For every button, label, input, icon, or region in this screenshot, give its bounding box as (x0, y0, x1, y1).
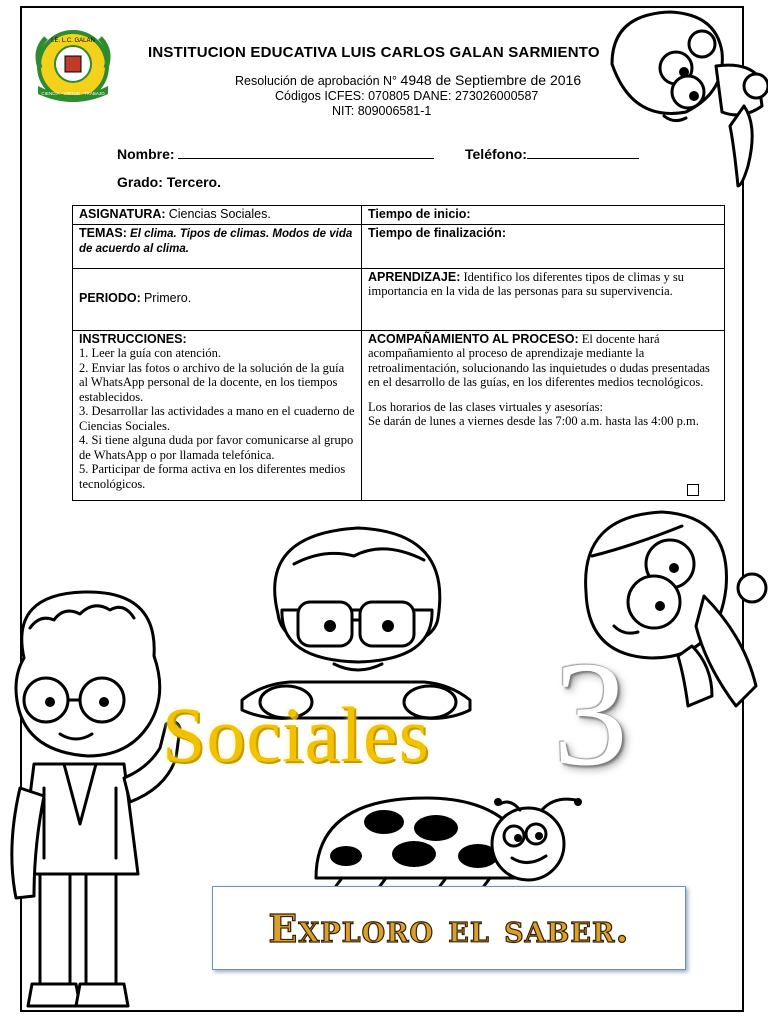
start-time-cell (362, 206, 725, 225)
table-row (73, 224, 725, 268)
instructions-label: INSTRUCCIONES: (79, 331, 187, 346)
start-time-label: Tiempo de inicio: (368, 207, 471, 221)
period-cell (73, 268, 362, 330)
ladybug-illustration (306, 794, 588, 890)
instruction-item: 3. Desarrollar las actividades a mano en el cuaderno de Ciencias Sociales. (79, 404, 355, 433)
logo-top-text: I.E. L.C. GALAN (51, 38, 95, 44)
learning-cell (362, 268, 725, 330)
resolution-line (235, 72, 581, 88)
table-row (73, 206, 725, 225)
guide-info-table (72, 205, 725, 501)
school-crest-logo (32, 28, 114, 104)
table-row (73, 268, 725, 330)
resolution-number: 4948 de Septiembre de 2016 (400, 72, 582, 88)
instruction-item: 4. Si tiene alguna duda por favor comunicarse al grupo de WhatsApp o por llamada telefónica. (79, 433, 354, 462)
name-label: Nombre: (117, 146, 175, 162)
checkbox[interactable] (687, 484, 699, 496)
instruction-item: 2. Enviar las fotos o archivo de la solución de la guía al WhatsApp personal de la docente, en los tiempos establecidos. (79, 360, 345, 404)
instruction-item: 5. Participar de forma activa en los diferentes medios tecnológicos. (79, 462, 346, 491)
topics-cell (73, 224, 362, 268)
nit-line: NIT: 809006581-1 (332, 104, 432, 118)
grade-value: Tercero. (166, 174, 221, 190)
school-name: INSTITUCION EDUCATIVA LUIS CARLOS GALAN SARMIENTO (148, 44, 600, 61)
codes-line: Códigos ICFES: 070805 DANE: 273026000587 (275, 89, 539, 103)
end-time-label: Tiempo de finalización: (368, 225, 506, 240)
instruction-item: 1. Leer la guía con atención. (79, 346, 221, 360)
period-label: PERIODO: (79, 291, 141, 306)
subject-cell (73, 206, 362, 225)
resolution-prefix: Resolución de aprobación N° (235, 74, 398, 88)
period-value: Primero. (143, 291, 192, 306)
subject-title: Sociales (162, 691, 430, 778)
subject-value: Ciencias Sociales. (168, 207, 271, 221)
name-blank-line[interactable] (178, 146, 434, 159)
logo-bottom-text: CIENCIA · VIRTUD · TRABAJO (41, 91, 105, 96)
learning-label: APRENDIZAJE: (368, 269, 461, 284)
explore-banner (212, 886, 686, 970)
subject-label: ASIGNATURA: (79, 207, 166, 221)
schedule-title: Los horarios de las clases virtuales y asesorías: (368, 399, 604, 414)
grade-label: Grado: (117, 174, 163, 190)
phone-label: Teléfono: (465, 146, 527, 162)
topics-value: El clima. Tipos de climas. Modos de vida de acuerdo al clima. (79, 227, 353, 255)
name-field (117, 146, 434, 162)
topics-label: TEMAS: (79, 225, 127, 240)
support-value: El docente hará acompañamiento al proceso de aprendizaje mediante la retroalimentación, solucionando las inquietudes o dudas presentadas en el desarrollo de las guías, en los diferentes medios tecnológicos. (368, 331, 710, 389)
grade-number: 3 (553, 631, 628, 797)
grade-field (117, 174, 221, 190)
instructions-cell (73, 330, 362, 500)
support-label: ACOMPAÑAMIENTO AL PROCESO: (368, 331, 579, 346)
peeking-kid-top-right-illustration (606, 6, 768, 188)
table-row (73, 330, 725, 500)
schedule-value: Se darán de lunes a viernes desde las 7:00 a.m. hasta las 4:00 p.m. (368, 414, 699, 428)
explore-banner-text: Exploro el saber. (268, 905, 630, 951)
end-time-cell (362, 224, 725, 268)
girl-pointing-illustration (4, 588, 184, 1016)
support-cell (362, 330, 725, 500)
learning-value: Identifico los diferentes tipos de climas y su importancia en la vida de las personas para su supervivencia. (368, 269, 684, 298)
